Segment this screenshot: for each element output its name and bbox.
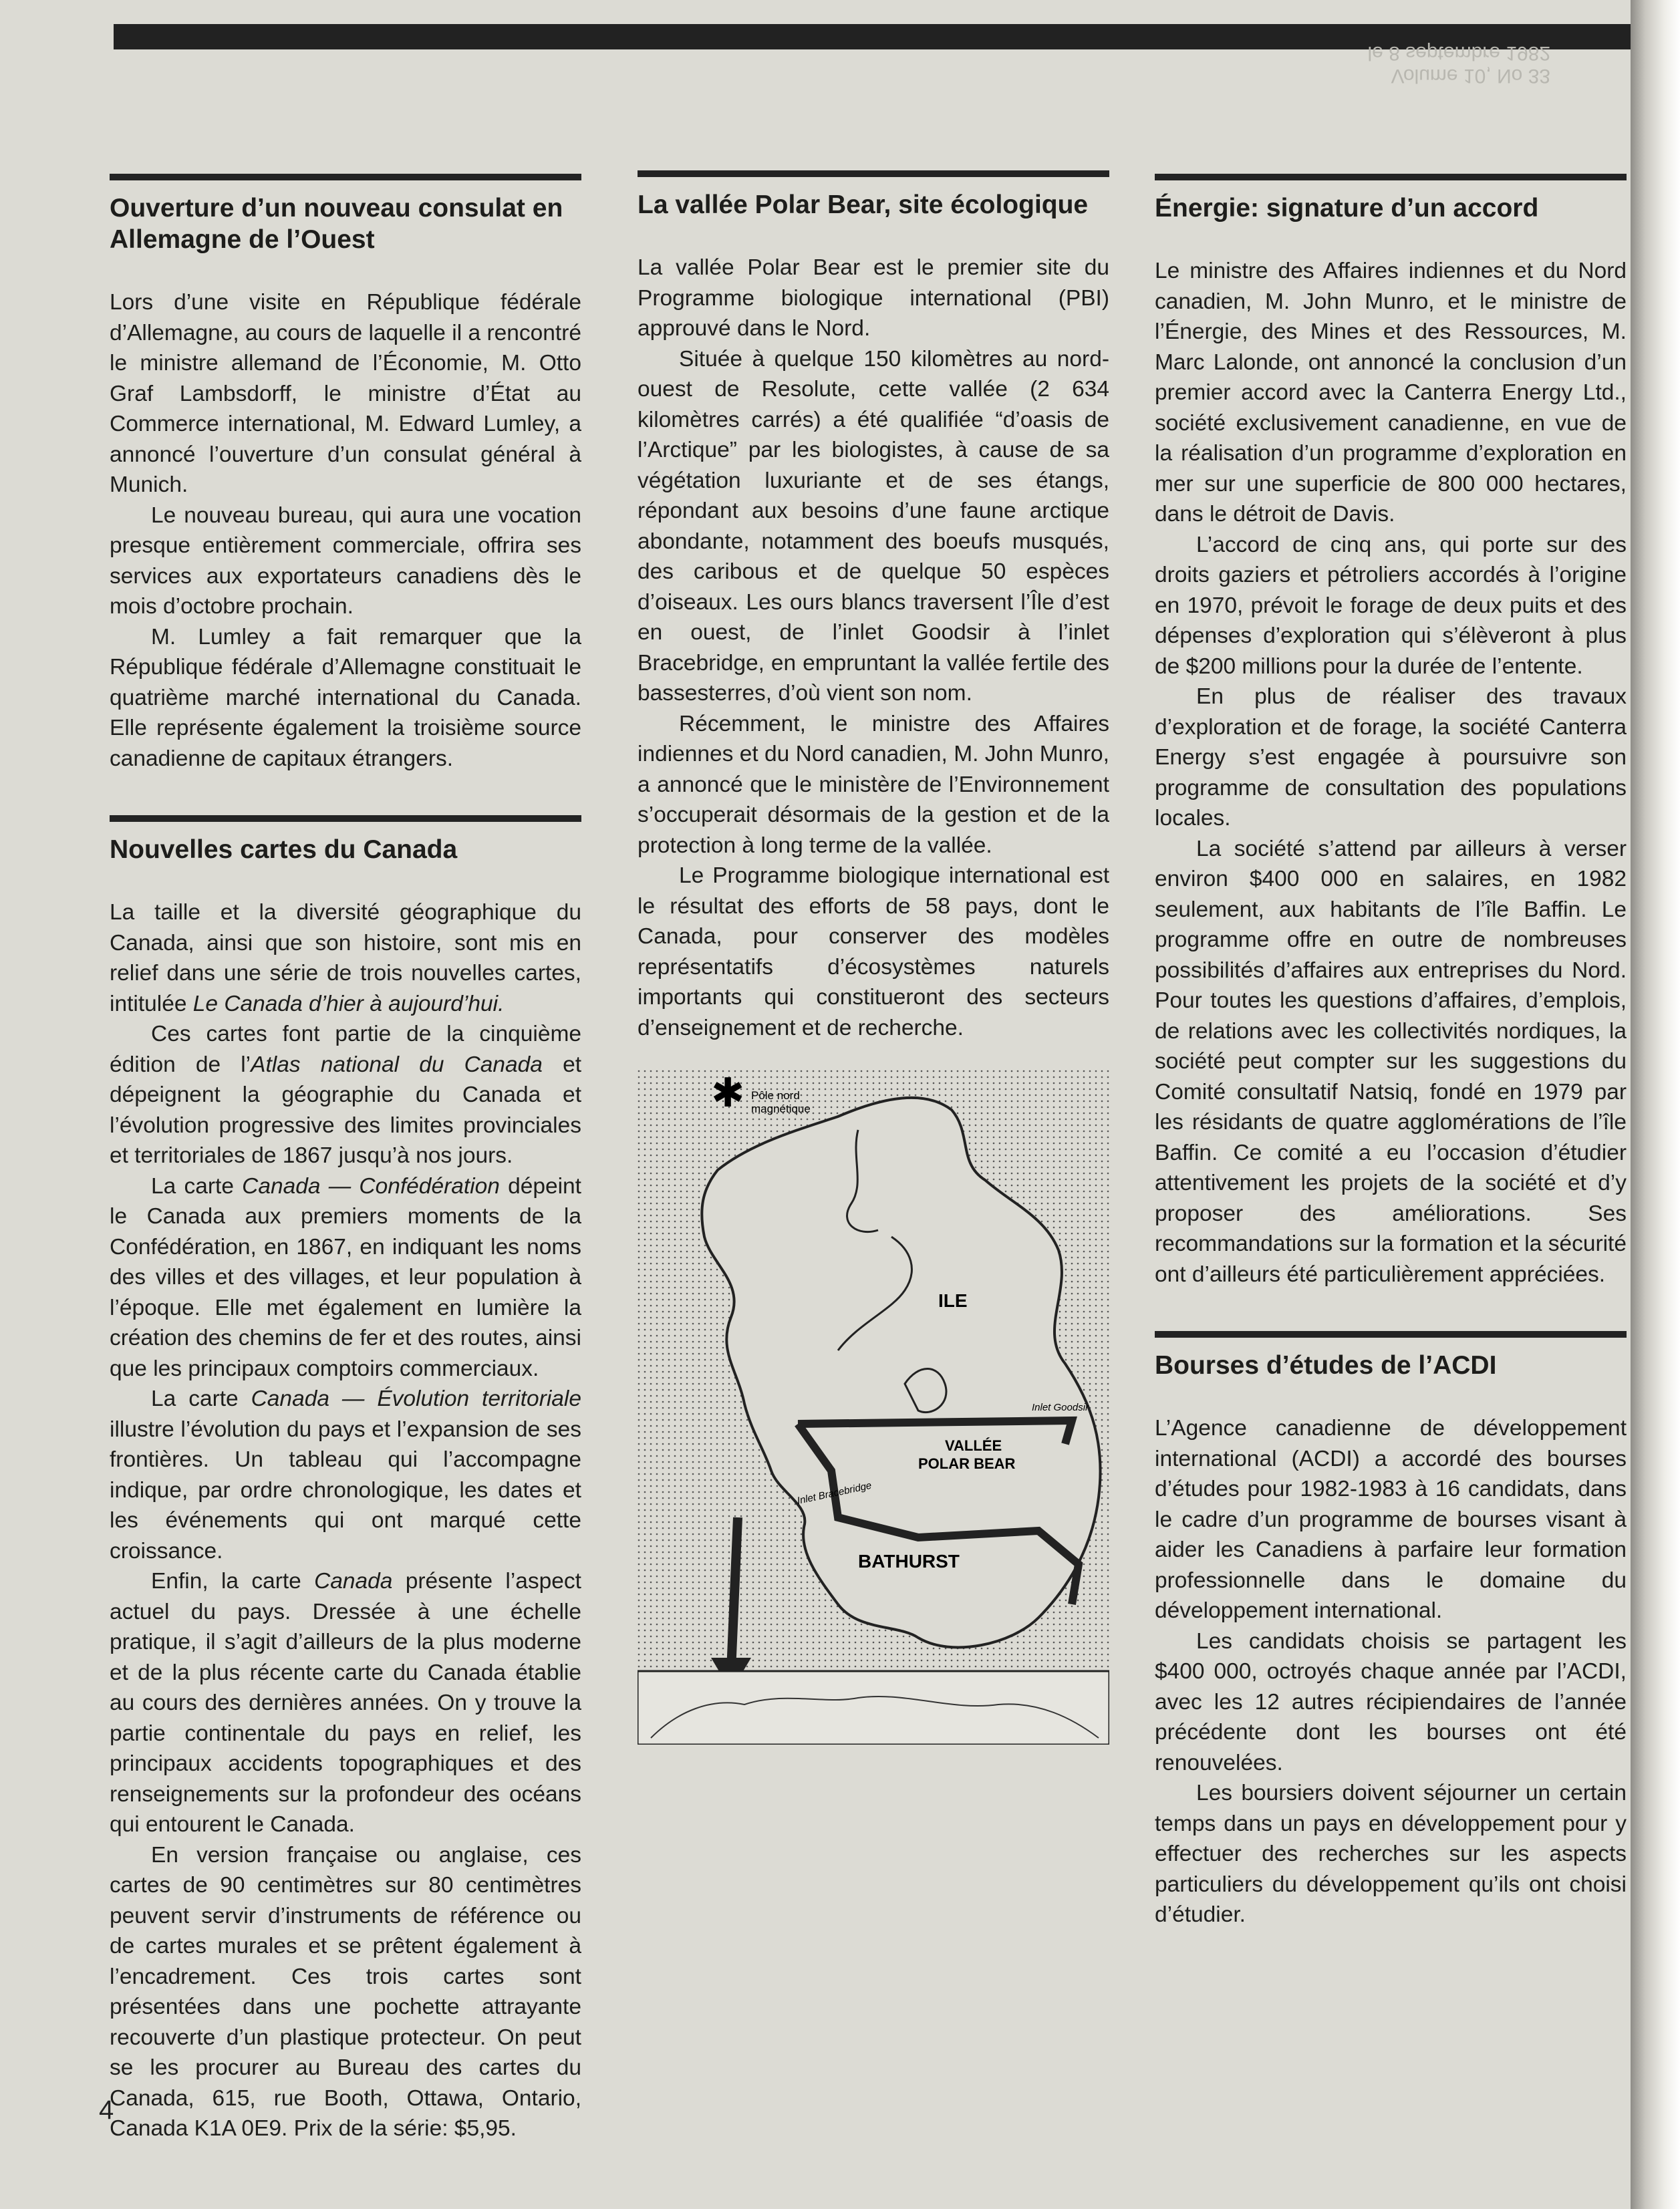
paragraph [110,1171,581,1384]
paragraph [110,897,581,1019]
map-label: BATHURST [858,1551,960,1572]
text-run: Enfin, la carte [151,1569,315,1594]
bleed-line: le 8 septembre 1982 [1367,42,1550,64]
paragraph: En version française ou anglaise, ces cartes de 90 centimètres sur 80 centimètres peuvent servir d’instruments de référence ou de cartes murales et se prêtent également à l’encadrement. Ces trois cartes sont présentées dans une pochette attrayante recouverte d’un plastique protecteur. On peut se les procurer au Bureau des cartes du Canada, 615, rue Booth, Ottawa, Ontario, Canada K1A 0E9. Prix de la série: $5,95. [110,1842,581,2141]
article-acdi [1155,1331,1627,1930]
paragraph [110,1384,581,1566]
article-consulat [110,174,581,774]
arrow-line [731,1517,738,1671]
text-run: dépeint le Canada aux premiers moments de la Confédération, en 1867, en indiquant les noms des villes et des villages, et leur population à l’époque. Elle met également en lumière la création des chemins de fer et des routes, ainsi que les principaux comptoirs commerciaux. [110,1173,581,1381]
bleed-line: Volume 10, No 33 [1391,65,1550,87]
paragraph: La société s’attend par ailleurs à verser environ $400 000 en salaires, en 1982 seulement, aux habitants de l’île Baffin. Le programme offre en outre de nombreuses possibilités d’affaires aux entreprises du Nord. Pour toutes les questions d’affaires, d’emplois, de relations avec les collectivités nordiques, la société peut compter sur les suggestions du Comité consultatif Natsiq, fondé en 1979 par les résidants de quatre agglomérations de l’île Baffin. Ce comité a eu l’occasion d’étudier attentivement les projets de la société et d’y proposer des améliorations. Ses recommandations sur la formation et la sécurité ont d’ailleurs été particulièrement appréciées. [1155,836,1627,1287]
italic-title: Le Canada d’hier à aujourd’hui. [192,991,505,1016]
paragraph: M. Lumley a fait remarquer que la République fédérale d’Allemagne constituait le quatrième marché international du Canada. Elle représente également la troisième source canadienne de capitaux étrangers. [110,624,581,771]
column-middle [638,170,1109,1786]
paragraph: Récemment, le ministre des Affaires indiennes et du Nord canadien, M. John Munro, a annoncé que le ministère de l’Environnement s’occuperait désormais de la gestion et de la protection à long terme de la vallée. [638,711,1109,858]
paragraph: L’accord de cinq ans, qui porte sur des droits gaziers et pétroliers accordés à l’origine en 1970, prévoit le forage de deux puits et des dépenses d’exploration qui s’élèveront à plus de $200 millions pour la durée de l’entente. [1155,532,1627,679]
article-polarbear [638,170,1109,1745]
section-rule [110,815,581,822]
map-label: POLAR BEAR [918,1455,1016,1472]
article-title: La vallée Polar Bear, site écologique [638,190,1089,219]
text-run: Ces cartes font partie de la cinquième édition de l’ [110,1022,581,1077]
text-run: illustre l’évolution du pays et l’expansion de ses frontières. Un tableau qui l’accompagne indique, par ordre chronologique, les dates et les événements qui ont marqué cette croissance. [110,1417,581,1564]
paragraph: Le ministre des Affaires indiennes et du Nord canadien, M. John Munro, et le ministre de l’Énergie, des Mines et des Ressources, M. Marc Lalonde, ont annoncé la conclusion d’un premier accord avec la Canterra Energy Ltd., société exclusivement canadienne, en vue de la réalisation d’un programme d’exploration en mer sur une superficie de 800 000 hectares, dans le détroit de Davis. [1155,259,1627,527]
paragraph: Le Programme biologique international est le résultat des efforts de 58 pays, dont le Canada, pour conserver des modèles représentatifs d’écosystèmes naturels importants qui constitueront des secteurs d’enseignement et de recherche. [638,863,1109,1040]
text-run: La taille et la diversité géographique du Canada, ainsi que son histoire, sont mis en relief dans une série de trois nouvelles cartes, intitulée [110,900,581,1016]
paragraph: La vallée Polar Bear est le premier site du Programme biologique international (PBI) approuvé dans le Nord. [638,255,1109,341]
map-label: Inlet Bracebridge [796,1479,873,1507]
article-title: Bourses d’études de l’ACDI [1155,1351,1497,1380]
article-cartes [110,815,581,2144]
paragraph [110,1019,581,1171]
map-label: ILE [938,1290,968,1311]
italic-title: Canada — Évolution territoriale [251,1386,581,1411]
map-illustration [638,1070,1109,1745]
paragraph: Les boursiers doivent séjourner un certain temps dans un pays en développement pour y effectuer des recherches sur les aspects particuliers du développement qu’ils ont choisi d’étudier. [1155,1781,1627,1927]
map-label: Pôle nord [751,1089,800,1102]
text-run: et dépeignent la géographie du Canada et l’évolution progressive des limites provinciales et territoriales de 1867 jusqu’à nos jours. [110,1052,582,1168]
paragraph: En plus de réaliser des travaux d’exploration et de forage, la société Canterra Energy s’est engagée à poursuivre son programme de consultation des populations locales. [1155,684,1627,831]
article-title: Ouverture d’un nouveau consulat en Allemagne de l’Ouest [110,194,563,254]
column-left [110,174,581,2186]
paragraph: L’Agence canadienne de développement international (ACDI) a accordé des bourses d’études pour 1982-1983 à 16 candidats, dans le cadre d’un programme de bourses visant à aider les Canadiens à parfaire leur formation professionnelle dans le domaine du développement international. [1155,1416,1627,1623]
text-run: présente l’aspect actuel du pays. Dressée à une échelle pratique, il s’agit d’ailleurs de la plus moderne et de la plus récente carte du Canada établie au cours des dernières années. On y trouve la partie continentale du pays en relief, les principaux accidents topographiques et des renseignements sur la profondeur des océans qui entourent le Canada. [110,1569,581,1837]
map-figure [638,1070,1109,1745]
column-right [1155,174,1627,1972]
italic-title: Canada — Confédération [242,1173,500,1199]
bleed-through-text [1367,41,1550,87]
paragraph: Le nouveau bureau, qui aura une vocation presque entièrement commerciale, offrira ses services aux exportateurs canadiens dès le mois d’octobre prochain. [110,502,581,619]
map-label: magnétique [751,1102,811,1115]
section-rule [110,174,581,180]
map-label: Inlet Goodsir [1032,1402,1089,1413]
section-rule [1155,1331,1627,1338]
article-title: Énergie: signature d’un accord [1155,194,1539,223]
magnetic-pole-star-icon: ✱ [711,1070,745,1117]
italic-title: Canada [314,1569,393,1594]
map-label: VALLÉE [945,1437,1002,1454]
page-number: 4 [99,2095,114,2125]
article-energie [1155,174,1627,1290]
paragraph: Lors d’une visite en République fédérale d’Allemagne, au cours de laquelle il a rencontré le ministre allemand de l’Économie, M. Otto Graf Lambsdorff, le ministre d’État au Commerce international, M. Edward Lumley, a annoncé l’ouverture d’un consulat général à Munich. [110,290,581,497]
section-rule [638,170,1109,177]
paragraph: Située à quelque 150 kilomètres au nord-ouest de Resolute, cette vallée (2 634 kilomètres carrés) a été qualifiée “d’oasis de l’Arctique” par les biologistes, à cause de sa végétation luxuriante et de ses étangs, répondant aux besoins d’une faune arctique abondante, notamment des boeufs musqués, des caribous et de quelque 50 espèces d’oiseaux. Les ours blancs traversent l’Île d’est en ouest, de l’inlet Goodsir à l’inlet Bracebridge, en empruntant la vallée fertile des bassesterres, d’où vient son nom. [638,346,1109,706]
paragraph [110,1566,581,1840]
text-run: La carte [151,1386,251,1411]
section-rule [1155,174,1627,180]
paragraph: Les candidats choisis se partagent les $400 000, octroyés chaque année par l’ACDI, avec les 12 autres récipiendaires de l’année précédente dont les bourses ont été renouvelées. [1155,1628,1627,1775]
page-edge-shadow [1631,0,1680,2209]
text-run: La carte [151,1173,243,1199]
italic-title: Atlas national du Canada [251,1052,543,1077]
article-title: Nouvelles cartes du Canada [110,835,458,864]
